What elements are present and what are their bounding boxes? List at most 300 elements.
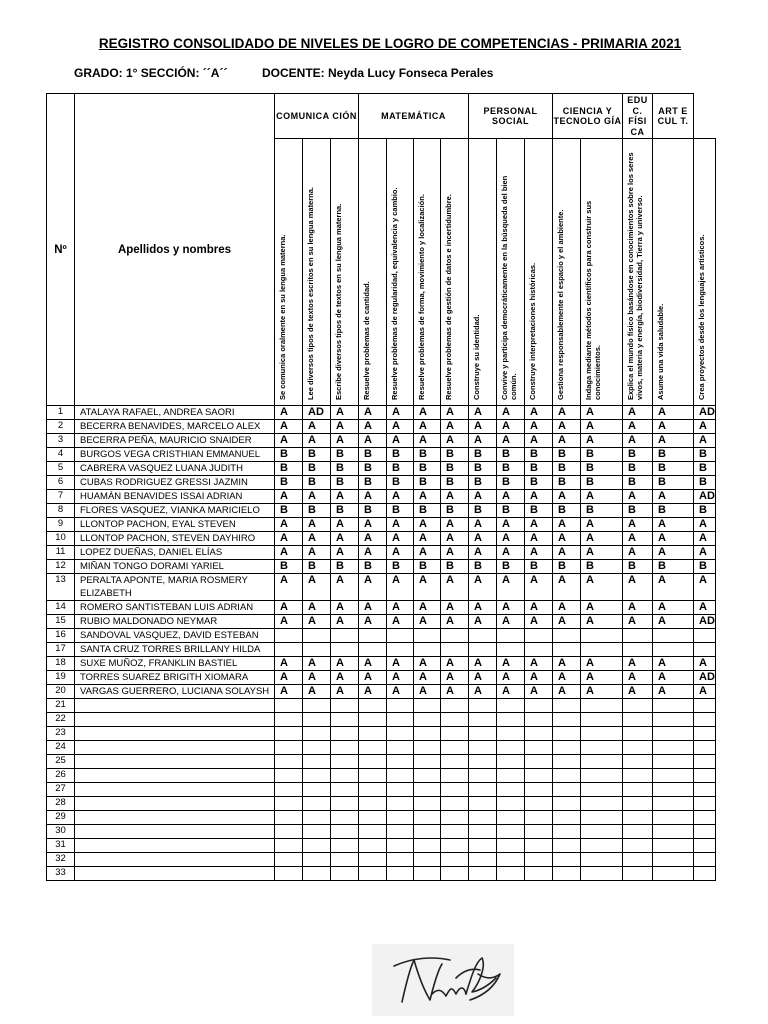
student-name: ATALAYA RAFAEL, ANDREA SAORI (75, 406, 275, 420)
table-row (47, 434, 716, 448)
grade-cell (694, 783, 716, 797)
grade-cell: B (553, 504, 581, 518)
grade-cell: B (694, 448, 716, 462)
grade-cell (694, 629, 716, 643)
grade-cell (694, 867, 716, 881)
table-row (47, 406, 716, 420)
grade-cell: B (581, 560, 623, 574)
grade-cell: A (497, 671, 525, 685)
grade-cell: B (581, 504, 623, 518)
grade-cell: A (581, 406, 623, 420)
grade-cell (497, 811, 525, 825)
grade-cell: A (387, 546, 414, 560)
grade-cell (497, 629, 525, 643)
grade-cell (414, 825, 441, 839)
table-row (47, 601, 716, 615)
grade-cell: A (525, 685, 553, 699)
grade-cell: A (581, 490, 623, 504)
grade-cell: A (497, 601, 525, 615)
grade-cell (469, 755, 497, 769)
grade-cell: A (469, 601, 497, 615)
competency-header (331, 139, 359, 406)
grade-cell: B (414, 448, 441, 462)
grade-cell: B (553, 462, 581, 476)
grade-cell (525, 867, 553, 881)
grade-cell: B (469, 448, 497, 462)
student-number: 28 (47, 797, 75, 811)
table-row (47, 727, 716, 741)
grade-cell (387, 811, 414, 825)
competency-header (553, 139, 581, 406)
competency-label: Resuelve problemas de cantidad. (362, 281, 371, 400)
table-row (47, 657, 716, 671)
grade-cell (331, 839, 359, 853)
grade-cell: A (694, 685, 716, 699)
student-number: 27 (47, 783, 75, 797)
grade-cell: A (414, 420, 441, 434)
grade-cell (387, 699, 414, 713)
grade-cell: B (553, 476, 581, 490)
grade-cell: B (525, 560, 553, 574)
student-name (75, 825, 275, 839)
grade-cell (581, 853, 623, 867)
grade-cell: A (525, 434, 553, 448)
grade-cell: B (359, 560, 387, 574)
grade-cell: B (441, 476, 469, 490)
grade-cell: A (275, 532, 303, 546)
grade-cell: A (275, 420, 303, 434)
student-name (75, 797, 275, 811)
grade-cell: AD (694, 671, 716, 685)
grade-cell (581, 839, 623, 853)
grade-cell: A (387, 434, 414, 448)
grade-cell (694, 839, 716, 853)
student-number: 5 (47, 462, 75, 476)
grade-cell: A (275, 671, 303, 685)
grade-cell: AD (694, 490, 716, 504)
grade-cell: AD (694, 406, 716, 420)
grade-cell (441, 867, 469, 881)
grade-cell (441, 783, 469, 797)
grade-cell: B (497, 504, 525, 518)
grade-cell (469, 811, 497, 825)
grade-cell: A (581, 574, 623, 601)
grade-cell: A (469, 518, 497, 532)
grade-cell (414, 783, 441, 797)
grade-cell: A (303, 615, 331, 629)
grade-cell: A (441, 434, 469, 448)
competency-label: Lee diversos tipos de textos escritos en su lengua materna. (306, 187, 315, 400)
grade-cell: A (441, 406, 469, 420)
student-name: TORRES SUAREZ BRIGITH XIOMARA (75, 671, 275, 685)
student-number: 11 (47, 546, 75, 560)
grade-cell (497, 755, 525, 769)
grade-cell: B (623, 448, 653, 462)
grade-cell (497, 741, 525, 755)
grade-cell (581, 699, 623, 713)
grade-cell: A (303, 546, 331, 560)
grade-cell: A (497, 518, 525, 532)
grade-cell: A (553, 434, 581, 448)
grade-cell (275, 825, 303, 839)
grade-cell (303, 643, 331, 657)
grade-cell (581, 741, 623, 755)
grade-cell: A (623, 532, 653, 546)
student-number: 23 (47, 727, 75, 741)
grade-cell: B (303, 560, 331, 574)
student-number: 30 (47, 825, 75, 839)
grade-cell (275, 727, 303, 741)
grade-cell: A (414, 671, 441, 685)
grade-cell (553, 727, 581, 741)
student-number: 2 (47, 420, 75, 434)
grade-cell: A (653, 657, 694, 671)
grade-cell (331, 783, 359, 797)
grade-cell: B (694, 560, 716, 574)
table-row (47, 560, 716, 574)
grade-cell (414, 755, 441, 769)
grade-cell: A (275, 574, 303, 601)
grade-cell: A (387, 518, 414, 532)
grade-cell: A (497, 406, 525, 420)
grades-table (46, 93, 716, 881)
table-row (47, 769, 716, 783)
student-number: 8 (47, 504, 75, 518)
table-row (47, 504, 716, 518)
student-number: 25 (47, 755, 75, 769)
grade-cell (387, 783, 414, 797)
grade-cell (414, 727, 441, 741)
competency-header (441, 139, 469, 406)
grade-cell (653, 769, 694, 783)
grade-cell (469, 783, 497, 797)
grade-cell: A (303, 532, 331, 546)
grade-cell: A (359, 671, 387, 685)
grade-cell (497, 713, 525, 727)
grade-cell (275, 811, 303, 825)
competency-header (414, 139, 441, 406)
grade-cell: B (414, 476, 441, 490)
competency-label: Construye su identidad. (472, 314, 481, 400)
student-number: 20 (47, 685, 75, 699)
grade-cell: B (525, 448, 553, 462)
grade-cell (497, 727, 525, 741)
grade-cell (275, 853, 303, 867)
grade-cell: A (581, 518, 623, 532)
grade-cell: B (469, 560, 497, 574)
student-name: FLORES VASQUEZ, VIANKA MARICIELO (75, 504, 275, 518)
table-row (47, 420, 716, 434)
grade-cell: B (497, 476, 525, 490)
competency-header (387, 139, 414, 406)
table-row (47, 615, 716, 629)
grade-cell (441, 769, 469, 783)
grade-cell (275, 839, 303, 853)
student-name (75, 867, 275, 881)
grade-cell: A (581, 657, 623, 671)
student-number: 21 (47, 699, 75, 713)
grade-cell (623, 629, 653, 643)
grade-cell: B (694, 462, 716, 476)
grade-cell (275, 643, 303, 657)
grade-cell: A (331, 671, 359, 685)
table-row (47, 532, 716, 546)
grade-cell (359, 783, 387, 797)
grade-cell: A (359, 685, 387, 699)
grade-cell (623, 853, 653, 867)
grade-cell (275, 755, 303, 769)
grade-cell: B (414, 560, 441, 574)
grade-cell (387, 867, 414, 881)
grade-cell (359, 839, 387, 853)
grade-cell (359, 867, 387, 881)
grade-cell (387, 629, 414, 643)
grade-cell (387, 713, 414, 727)
grade-cell: A (694, 532, 716, 546)
grade-cell: B (275, 504, 303, 518)
grade-cell: B (275, 448, 303, 462)
grade-cell (359, 699, 387, 713)
grade-cell: A (359, 434, 387, 448)
grade-cell: A (525, 574, 553, 601)
grade-cell (303, 811, 331, 825)
grade-cell (303, 769, 331, 783)
grade-cell: B (653, 476, 694, 490)
grade-section-label: GRADO: 1° SECCIÓN: ´´A´´ (74, 66, 228, 80)
grade-cell: B (623, 560, 653, 574)
student-name: RUBIO MALDONADO NEYMAR (75, 615, 275, 629)
grade-cell: B (331, 448, 359, 462)
grade-cell: A (653, 601, 694, 615)
grade-cell: A (303, 434, 331, 448)
grade-cell: B (331, 476, 359, 490)
area-header-personal-social: PERSONAL SOCIAL (469, 94, 553, 139)
grade-cell (275, 769, 303, 783)
table-row (47, 755, 716, 769)
grade-cell: AD (694, 615, 716, 629)
grade-cell (694, 811, 716, 825)
grade-cell: A (331, 518, 359, 532)
grade-cell: B (359, 504, 387, 518)
grade-cell (414, 769, 441, 783)
grade-cell: A (653, 532, 694, 546)
student-name (75, 783, 275, 797)
grade-cell (525, 713, 553, 727)
grade-cell: A (623, 615, 653, 629)
grade-cell: B (303, 448, 331, 462)
grade-cell (525, 699, 553, 713)
grade-cell (497, 769, 525, 783)
grade-cell (553, 783, 581, 797)
grade-cell (387, 643, 414, 657)
grade-cell: B (525, 476, 553, 490)
grade-cell: A (275, 406, 303, 420)
grade-cell: B (414, 462, 441, 476)
grade-cell (694, 727, 716, 741)
grade-cell: A (469, 406, 497, 420)
grade-cell: B (275, 476, 303, 490)
grade-cell: B (653, 462, 694, 476)
table-row (47, 448, 716, 462)
table-row (47, 574, 716, 601)
signature (372, 944, 514, 1016)
signature-scribble (372, 944, 514, 1016)
grade-cell (525, 811, 553, 825)
grade-cell: B (623, 476, 653, 490)
student-name (75, 839, 275, 853)
grade-cell: A (623, 490, 653, 504)
grade-cell: A (441, 546, 469, 560)
grade-cell: A (623, 657, 653, 671)
grade-cell (553, 741, 581, 755)
grade-cell (497, 853, 525, 867)
grade-cell (525, 755, 553, 769)
grade-cell: AD (303, 406, 331, 420)
grade-cell: A (414, 657, 441, 671)
grade-cell (469, 867, 497, 881)
student-number: 24 (47, 741, 75, 755)
grade-cell (497, 797, 525, 811)
grade-cell: B (387, 504, 414, 518)
grade-cell (414, 629, 441, 643)
grade-cell (497, 825, 525, 839)
grade-cell: A (694, 420, 716, 434)
grade-cell: A (553, 601, 581, 615)
grade-cell: B (331, 560, 359, 574)
student-name: BECERRA BENAVIDES, MARCELO ALEX (75, 420, 275, 434)
grade-cell: B (469, 476, 497, 490)
grade-cell (303, 727, 331, 741)
grade-cell (581, 643, 623, 657)
grade-cell (387, 825, 414, 839)
grade-cell: A (275, 657, 303, 671)
competency-label: Gestiona responsablemente el espacio y el ambiente. (556, 209, 565, 400)
grade-cell (441, 741, 469, 755)
grade-cell (331, 853, 359, 867)
grade-cell (653, 867, 694, 881)
table-row (47, 643, 716, 657)
grade-cell (303, 867, 331, 881)
grade-cell: A (553, 420, 581, 434)
grade-cell: A (469, 685, 497, 699)
competency-header (275, 139, 303, 406)
grade-cell (359, 825, 387, 839)
grade-cell: A (414, 434, 441, 448)
grade-cell (553, 839, 581, 853)
grade-cell (653, 853, 694, 867)
grade-cell: A (525, 490, 553, 504)
grade-cell: A (303, 601, 331, 615)
grade-cell: B (581, 476, 623, 490)
grade-cell (387, 839, 414, 853)
grade-cell: A (387, 671, 414, 685)
grade-cell: B (694, 504, 716, 518)
grade-cell: A (694, 546, 716, 560)
grade-cell (694, 797, 716, 811)
grade-cell (553, 769, 581, 783)
competency-header (469, 139, 497, 406)
grade-cell: B (359, 462, 387, 476)
grade-cell (653, 699, 694, 713)
student-name: VARGAS GUERRERO, LUCIANA SOLAYSH (75, 685, 275, 699)
grade-cell: B (331, 462, 359, 476)
grade-cell: A (525, 601, 553, 615)
grade-cell: A (303, 671, 331, 685)
grade-cell (275, 713, 303, 727)
table-row (47, 853, 716, 867)
grade-cell (623, 769, 653, 783)
grade-cell: B (414, 504, 441, 518)
grade-cell (275, 783, 303, 797)
student-name: LLONTOP PACHON, STEVEN DAYHIRO (75, 532, 275, 546)
grade-cell: A (441, 490, 469, 504)
grade-cell (581, 769, 623, 783)
grade-cell: A (623, 685, 653, 699)
competency-header (497, 139, 525, 406)
grade-cell: A (553, 490, 581, 504)
grade-cell: A (553, 546, 581, 560)
student-number: 32 (47, 853, 75, 867)
grade-cell: A (387, 601, 414, 615)
grade-cell: A (359, 615, 387, 629)
grade-cell: B (553, 448, 581, 462)
grade-cell: A (469, 490, 497, 504)
grade-cell: A (553, 574, 581, 601)
grade-cell (303, 629, 331, 643)
student-name: CUBAS RODRIGUEZ GRESSI JAZMIN (75, 476, 275, 490)
grade-cell: B (441, 560, 469, 574)
grade-cell: A (387, 406, 414, 420)
competency-header (303, 139, 331, 406)
grade-cell (553, 699, 581, 713)
grade-cell (581, 727, 623, 741)
grade-cell: B (553, 560, 581, 574)
grade-cell (359, 643, 387, 657)
grade-cell: A (581, 615, 623, 629)
grade-cell: A (387, 574, 414, 601)
grade-cell: A (387, 490, 414, 504)
grade-cell: A (331, 615, 359, 629)
student-number: 7 (47, 490, 75, 504)
grade-cell (623, 755, 653, 769)
grade-cell: A (497, 532, 525, 546)
grade-cell (414, 839, 441, 853)
competency-header (623, 139, 653, 406)
grade-cell (581, 783, 623, 797)
grade-cell (303, 853, 331, 867)
grade-cell: B (469, 504, 497, 518)
grade-cell (694, 741, 716, 755)
grade-cell: A (653, 434, 694, 448)
grade-cell (303, 741, 331, 755)
document-title: REGISTRO CONSOLIDADO DE NIVELES DE LOGRO DE COMPETENCIAS - PRIMARIA 2021 (98, 36, 682, 51)
table-row (47, 783, 716, 797)
grade-cell: A (653, 406, 694, 420)
grade-cell (553, 755, 581, 769)
grade-cell: B (275, 560, 303, 574)
grade-cell (359, 853, 387, 867)
grade-cell (303, 713, 331, 727)
grade-cell (469, 769, 497, 783)
grade-cell (359, 797, 387, 811)
grade-cell (359, 755, 387, 769)
grade-cell: A (653, 685, 694, 699)
grade-cell (653, 643, 694, 657)
grade-cell (694, 643, 716, 657)
student-number: 29 (47, 811, 75, 825)
grade-cell: A (275, 685, 303, 699)
grade-cell: B (653, 504, 694, 518)
